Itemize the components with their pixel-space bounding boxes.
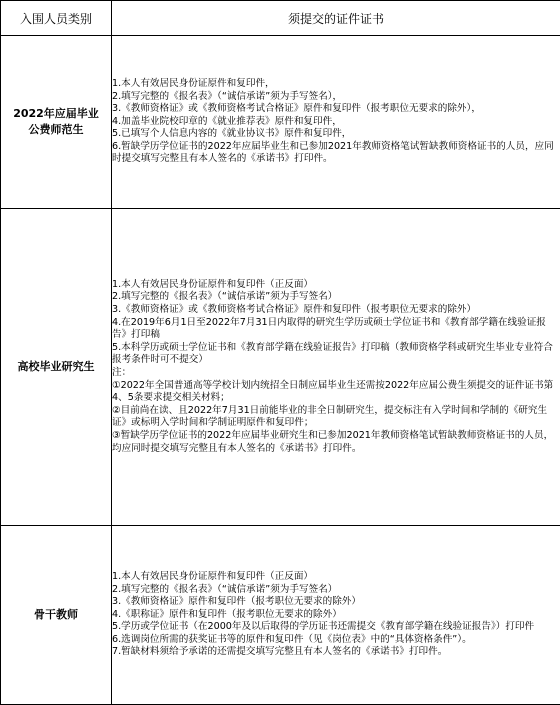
requirement-item: 1.本人有效居民身份证原件和复印件（正反面） — [112, 571, 560, 584]
requirement-item: 2.填写完整的《报名表》（“诚信承诺”须为手写签名） — [112, 584, 560, 597]
table-row — [1, 526, 560, 705]
category-cell — [1, 526, 112, 705]
requirement-item: 4.加盖毕业院校印章的《就业推荐表》原件和复印件， — [112, 116, 560, 129]
requirement-item: 3.《教师资格证》或《教师资格考试合格证》原件和复印件（报考职位无要求的除外）， — [112, 103, 560, 116]
requirement-item: 4.《职称证》原件和复印件（报考职位无要求的除外） — [112, 609, 560, 622]
requirement-item: 5.学历或学位证书（在2000年及以后取得的学历证书还需提交《教育部学籍在线验证报告》）打印件 — [112, 621, 560, 634]
requirement-item: 3.《教师资格证》或《教师资格考试合格证》原件和复印件（报考职位无要求的除外） — [112, 304, 560, 317]
requirement-item: 3.《教师资格证》原件和复印件（报考职位无要求的除外） — [112, 596, 560, 609]
category-label: 公费师范生 — [1, 122, 111, 138]
requirement-item: 6.暂缺学历学位证书的2022年应届毕业生和已参加2021年教师资格笔试暂缺教师资格证书的人员，应同时提交填写完整且有本人签名的《承诺书》打印件。 — [112, 141, 560, 166]
category-cell — [1, 36, 112, 209]
requirement-item: 6.选调岗位所需的获奖证书等的原件和复印件（见《岗位表》中的“具体资格条件”）。 — [112, 634, 560, 647]
requirement-item: 4.在2019年6月1日至2022年7月31日内取得的研究生学历或硕士学位证书和《教育部学籍在线验证报告》打印稿 — [112, 317, 560, 342]
requirement-item: 1.本人有效居民身份证原件和复印件（正反面） — [112, 279, 560, 292]
requirement-item: 2.填写完整的《报名表》（“诚信承诺”须为手写签名） — [112, 291, 560, 304]
category-label: 骨干教师 — [1, 607, 111, 623]
requirements-cell — [112, 36, 560, 209]
requirement-item: 5.已填写个人信息内容的《就业协议书》原件和复印件， — [112, 128, 560, 141]
header-documents: 须提交的证件证书 — [112, 1, 560, 36]
requirement-item: 7.暂缺材料须给予承诺的还需提交填写完整且有本人签名的《承诺书》打印件。 — [112, 646, 560, 659]
requirement-note-label: 注： — [112, 367, 560, 380]
table-header-row — [1, 1, 560, 36]
table-row — [1, 209, 560, 526]
header-category: 入围人员类别 — [1, 1, 112, 36]
requirements-cell — [112, 209, 560, 526]
requirement-item: 5.本科学历或硕士学位证书和《教育部学籍在线验证报告》打印稿（教师资格学科或研究生毕业专业符合报考条件时可不提交） — [112, 342, 560, 367]
category-label: 2022年应届毕业 — [1, 106, 111, 122]
requirement-note: ②目前尚在读、且2022年7月31日前能毕业的非全日制研究生，提交标注有入学时间和学制的《研究生证》或标明入学时间和学制证明原件和复印件； — [112, 405, 560, 430]
table-row — [1, 36, 560, 209]
requirement-note: ①2022年全国普通高等学校计划内统招全日制应届毕业生还需按2022年应届公费生须提交的证件证书第4、5条要求提交相关材料； — [112, 380, 560, 405]
requirements-cell — [112, 526, 560, 705]
requirement-item: 2.填写完整的《报名表》（“诚信承诺”须为手写签名）， — [112, 91, 560, 104]
category-cell — [1, 209, 112, 526]
category-label: 高校毕业研究生 — [1, 359, 111, 375]
requirement-note: ③暂缺学历学位证书的2022年应届毕业研究生和已参加2021年教师资格笔试暂缺教师资格证书的人员，均应同时提交填写完整且有本人签名的《承诺书》打印件。 — [112, 430, 560, 455]
requirement-item: 1.本人有效居民身份证原件和复印件， — [112, 78, 560, 91]
